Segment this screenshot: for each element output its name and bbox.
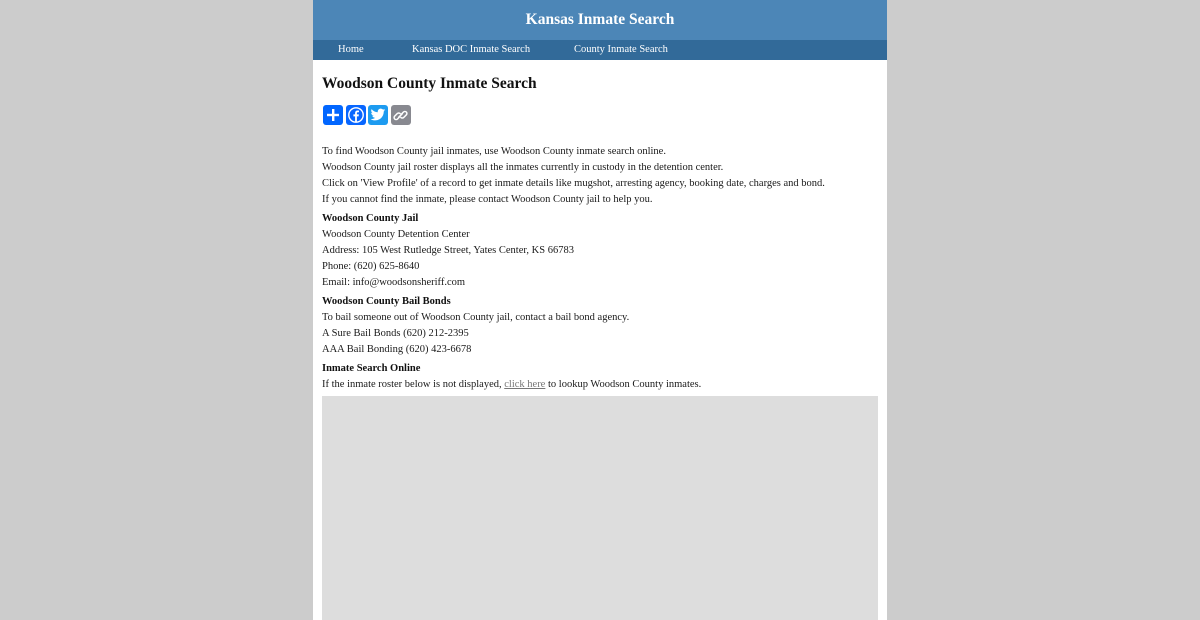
nav-item-kansas-doc-inmate-search[interactable]: Kansas DOC Inmate Search [412, 44, 531, 55]
inmate-roster-frame[interactable] [322, 396, 878, 620]
share-facebook-button[interactable] [346, 105, 366, 125]
share-add-button[interactable] [323, 105, 343, 125]
jail-phone: Phone: (620) 625-8640 [322, 261, 420, 272]
online-text-after: to lookup Woodson County inmates. [545, 379, 702, 390]
nav-item-home[interactable]: Home [338, 44, 364, 55]
online-search-text [322, 378, 701, 392]
intro-line-1: To find Woodson County jail inmates, use Woodson County inmate search online. [322, 146, 666, 157]
bail-intro: To bail someone out of Woodson County jail, contact a bail bond agency. [322, 312, 630, 323]
jail-name: Woodson County Detention Center [322, 229, 470, 240]
copy-link-icon [393, 108, 408, 123]
site-title-link[interactable]: Kansas Inmate Search [525, 11, 675, 28]
click-here-link[interactable]: click here [504, 379, 546, 390]
site-header [313, 0, 887, 40]
jail-heading: Woodson County Jail [322, 213, 419, 224]
intro-line-4: If you cannot find the inmate, please contact Woodson County jail to help you. [322, 194, 653, 205]
twitter-icon [370, 107, 386, 123]
intro-line-3: Click on 'View Profile' of a record to get inmate details like mugshot, arresting agency, booking date, charges and bond. [322, 178, 825, 189]
bail-heading: Woodson County Bail Bonds [322, 296, 451, 307]
share-twitter-button[interactable] [368, 105, 388, 125]
share-copy-link-button[interactable] [391, 105, 411, 125]
bail-agency-item: AAA Bail Bonding (620) 423-6678 [322, 344, 472, 355]
share-bar [323, 105, 411, 125]
page-container [313, 0, 887, 620]
nav-item-county-inmate-search[interactable]: County Inmate Search [574, 44, 668, 55]
nav-bar [313, 40, 887, 60]
intro-line-2: Woodson County jail roster displays all the inmates currently in custody in the detention center. [322, 162, 724, 173]
online-text-before: If the inmate roster below is not displayed, [322, 379, 505, 390]
bail-agency-item: A Sure Bail Bonds (620) 212-2395 [322, 328, 469, 339]
plus-icon [326, 108, 340, 122]
online-search-heading: Inmate Search Online [322, 363, 421, 374]
jail-address: Address: 105 West Rutledge Street, Yates Center, KS 66783 [322, 245, 574, 256]
page-title: Woodson County Inmate Search [322, 75, 537, 92]
jail-email: Email: info@woodsonsheriff.com [322, 277, 466, 288]
facebook-icon [348, 107, 364, 123]
